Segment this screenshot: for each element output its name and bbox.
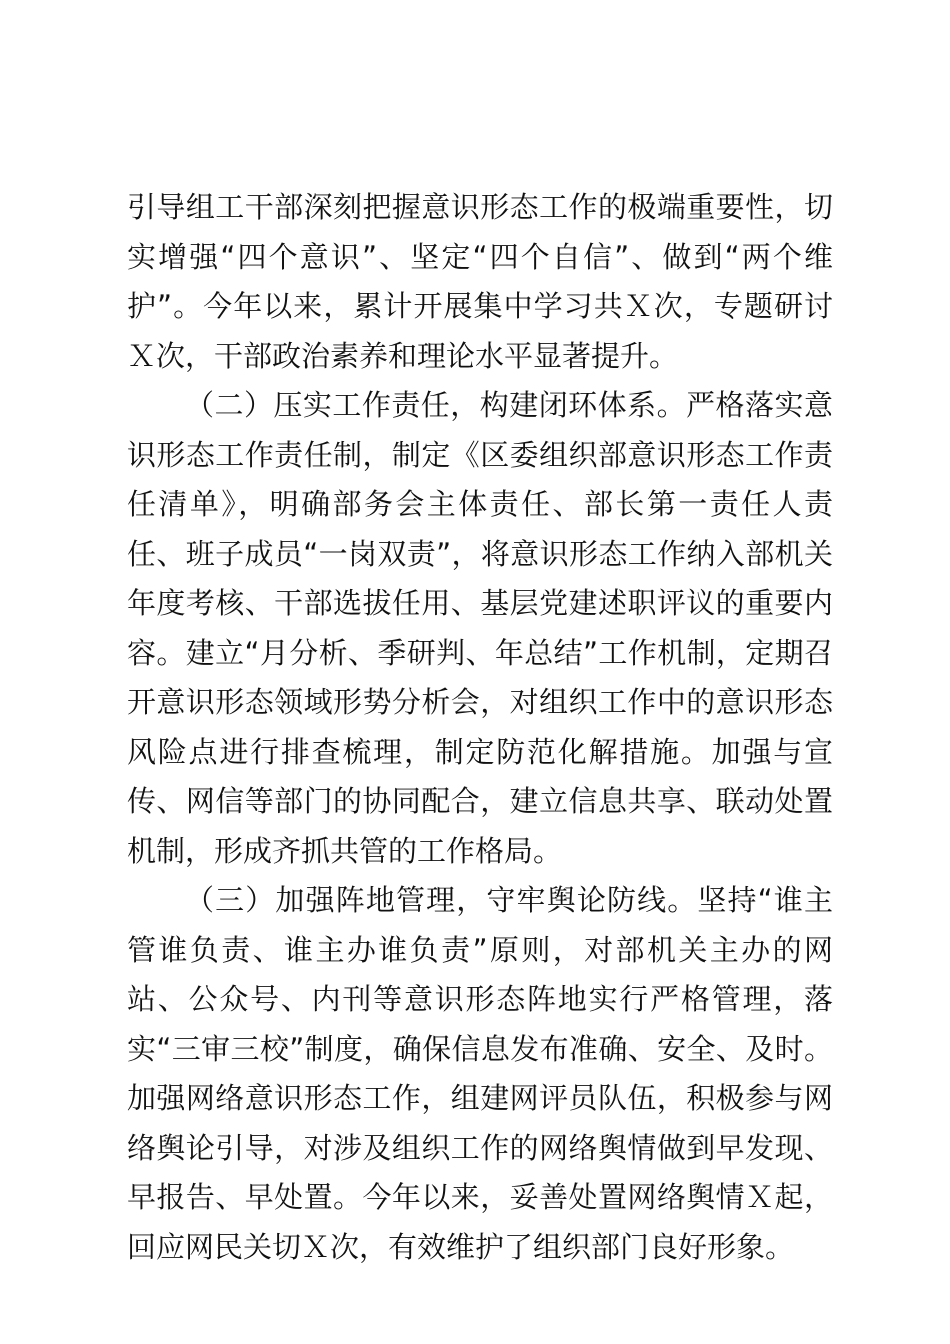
paragraph-continued: 引导组工干部深刻把握意识形态工作的极端重要性，切实增强“四个意识”、坚定“四个自信”、做到“两个维护”。今年以来，累计开展集中学习共Ｘ次，专题研讨Ｘ次，干部政治素养和理论水平显著提升。	[127, 190, 833, 373]
document-body	[127, 183, 833, 1272]
paragraph-section-3: （三）加强阵地管理，守牢舆论防线。坚持“谁主管谁负责、谁主办谁负责”原则，对部机关主办的网站、公众号、内刊等意识形态阵地实行严格管理，落实“三审三校”制度，确保信息发布准确、安全、及时。加强网络意识形态工作，组建网评员队伍，积极参与网络舆论引导，对涉及组织工作的网络舆情做到早发现、早报告、早处置。今年以来，妥善处置网络舆情Ｘ起，回应网民关切Ｘ次，有效维护了组织部门良好形象。	[127, 883, 833, 1264]
paragraph-section-2: （二）压实工作责任，构建闭环体系。严格落实意识形态工作责任制，制定《区委组织部意识形态工作责任清单》，明确部务会主体责任、部长第一责任人责任、班子成员“一岗双责”，将意识形态工作纳入部机关年度考核、干部选拔任用、基层党建述职评议的重要内容。建立“月分析、季研判、年总结”工作机制，定期召开意识形态领域形势分析会，对组织工作中的意识形态风险点进行排查梳理，制定防范化解措施。加强与宣传、网信等部门的协同配合，建立信息共享、联动处置机制，形成齐抓共管的工作格局。	[127, 388, 833, 868]
